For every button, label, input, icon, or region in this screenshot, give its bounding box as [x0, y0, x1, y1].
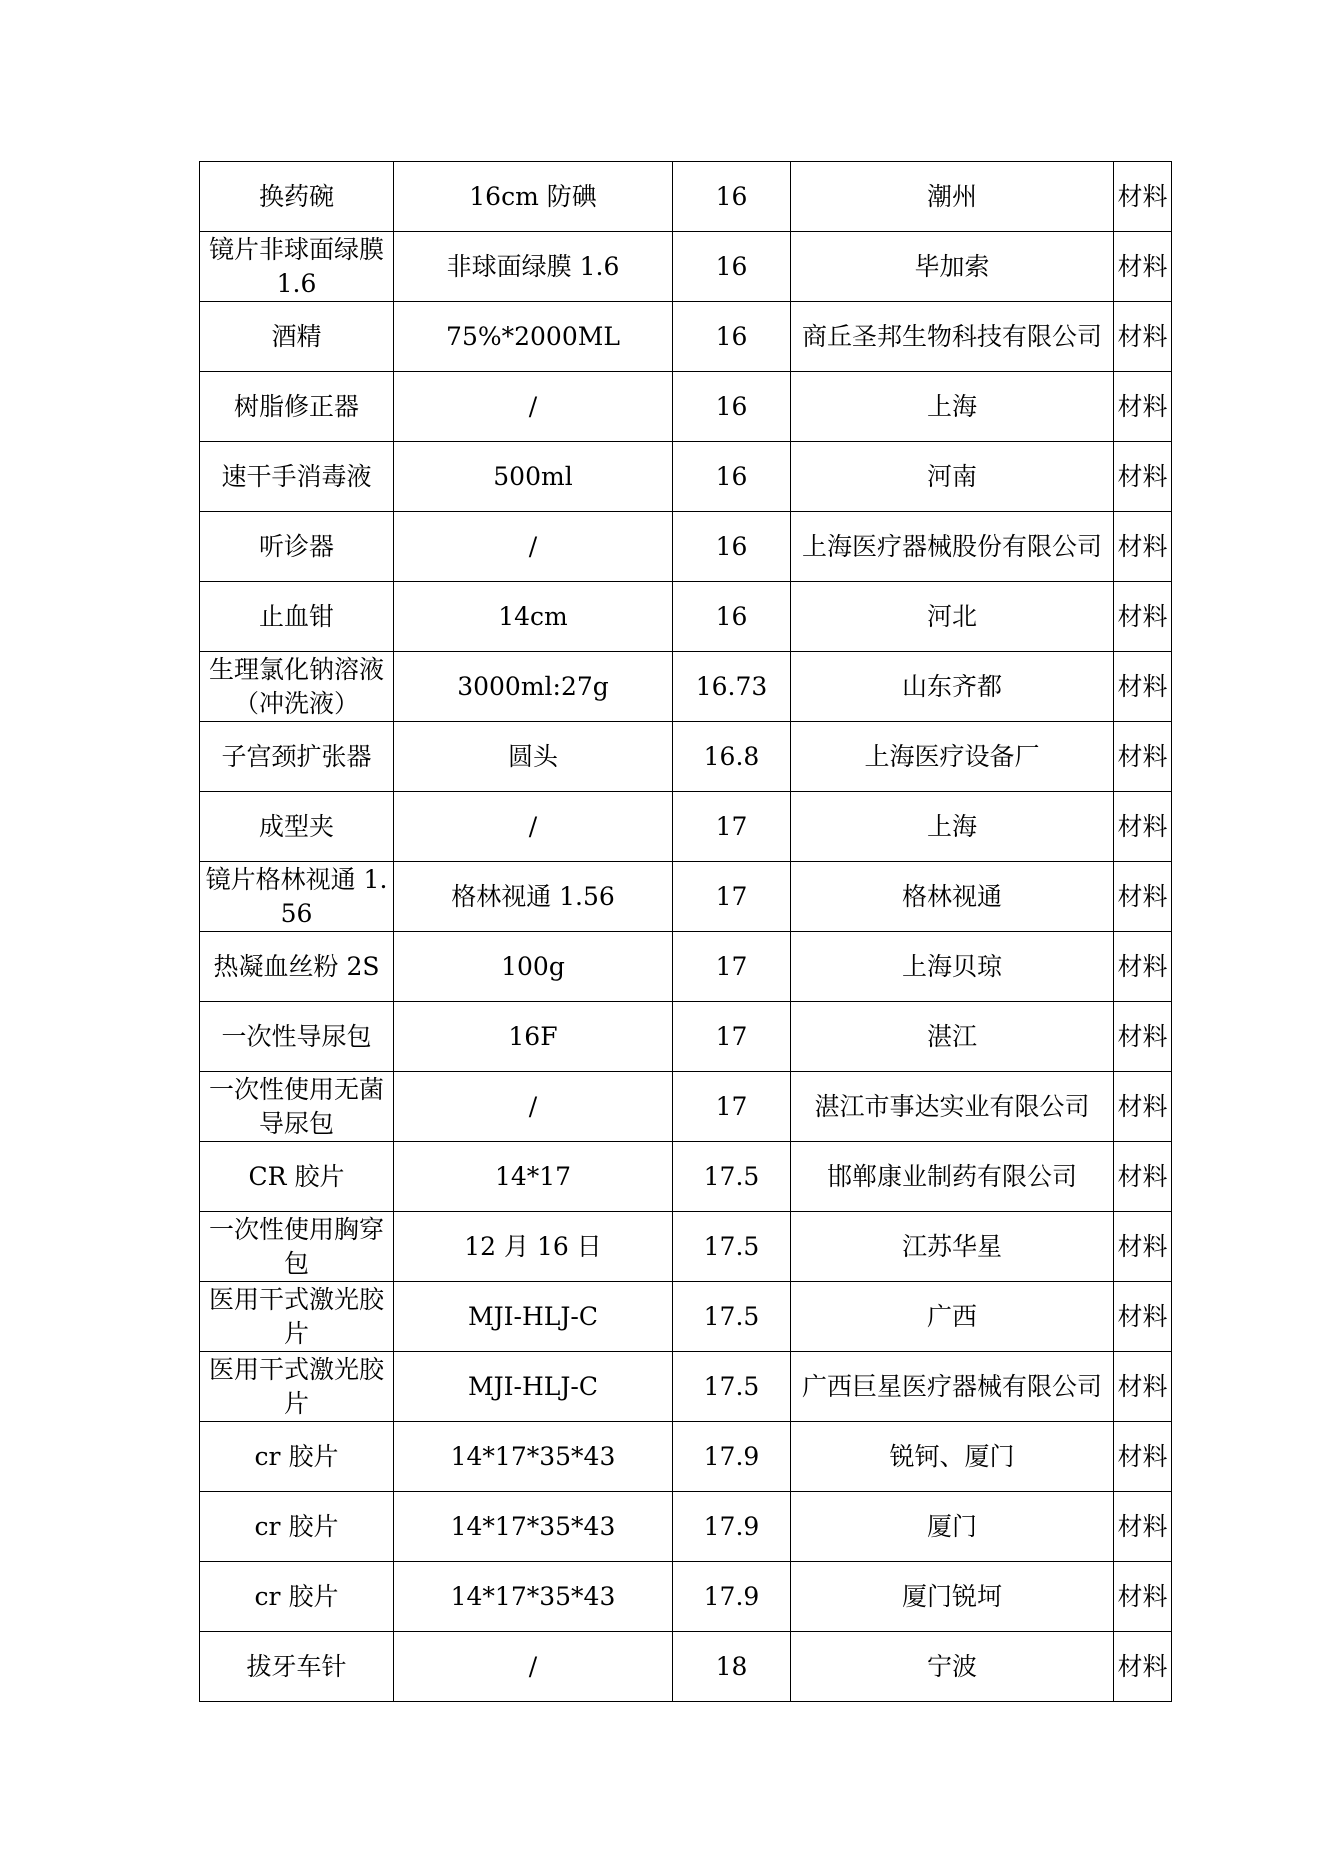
price-cell: 17	[673, 862, 791, 932]
item-name-cell: 一次性导尿包	[200, 1002, 394, 1072]
spec-cell: 500ml	[394, 442, 673, 512]
item-name-cell: 换药碗	[200, 162, 394, 232]
item-name-cell: 医用干式激光胶片	[200, 1352, 394, 1422]
price-cell: 17	[673, 1002, 791, 1072]
price-cell: 17	[673, 932, 791, 1002]
item-name-cell: 一次性使用胸穿包	[200, 1212, 394, 1282]
table-row	[200, 512, 1172, 582]
item-name-cell: 一次性使用无菌导尿包	[200, 1072, 394, 1142]
spec-cell: 14*17*35*43	[394, 1422, 673, 1492]
origin-cell: 湛江市事达实业有限公司	[791, 1072, 1114, 1142]
spec-cell: /	[394, 792, 673, 862]
origin-cell: 商丘圣邦生物科技有限公司	[791, 302, 1114, 372]
item-name-cell: cr 胶片	[200, 1562, 394, 1632]
category-cell: 材料	[1114, 372, 1172, 442]
item-name-cell: 热凝血丝粉 2S	[200, 932, 394, 1002]
origin-cell: 河北	[791, 582, 1114, 652]
item-name-cell: 酒精	[200, 302, 394, 372]
spec-cell: 14*17	[394, 1142, 673, 1212]
category-cell: 材料	[1114, 1002, 1172, 1072]
spec-cell: 14*17*35*43	[394, 1492, 673, 1562]
price-cell: 16.73	[673, 652, 791, 722]
origin-cell: 潮州	[791, 162, 1114, 232]
table-row	[200, 442, 1172, 512]
price-cell: 16	[673, 302, 791, 372]
origin-cell: 锐钶、厦门	[791, 1422, 1114, 1492]
origin-cell: 上海贝琼	[791, 932, 1114, 1002]
item-name-cell: 止血钳	[200, 582, 394, 652]
category-cell: 材料	[1114, 722, 1172, 792]
category-cell: 材料	[1114, 162, 1172, 232]
category-cell: 材料	[1114, 512, 1172, 582]
table-row	[200, 932, 1172, 1002]
price-cell: 16	[673, 372, 791, 442]
table-row	[200, 1422, 1172, 1492]
table-row	[200, 1072, 1172, 1142]
table-row	[200, 582, 1172, 652]
table-row	[200, 1352, 1172, 1422]
spec-cell: 14cm	[394, 582, 673, 652]
item-name-cell: 镜片非球面绿膜 1.6	[200, 232, 394, 302]
origin-cell: 湛江	[791, 1002, 1114, 1072]
table-row	[200, 1632, 1172, 1702]
spec-cell: 12 月 16 日	[394, 1212, 673, 1282]
item-name-cell: cr 胶片	[200, 1422, 394, 1492]
price-cell: 16.8	[673, 722, 791, 792]
category-cell: 材料	[1114, 1072, 1172, 1142]
price-cell: 17.9	[673, 1422, 791, 1492]
table-row	[200, 862, 1172, 932]
category-cell: 材料	[1114, 1142, 1172, 1212]
table-row	[200, 162, 1172, 232]
category-cell: 材料	[1114, 1282, 1172, 1352]
price-cell: 16	[673, 442, 791, 512]
price-cell: 17.5	[673, 1212, 791, 1282]
origin-cell: 上海医疗设备厂	[791, 722, 1114, 792]
category-cell: 材料	[1114, 1212, 1172, 1282]
spec-cell: 格林视通 1.56	[394, 862, 673, 932]
origin-cell: 上海	[791, 372, 1114, 442]
category-cell: 材料	[1114, 582, 1172, 652]
spec-cell: /	[394, 1072, 673, 1142]
item-name-cell: 医用干式激光胶片	[200, 1282, 394, 1352]
price-cell: 17.9	[673, 1492, 791, 1562]
category-cell: 材料	[1114, 932, 1172, 1002]
category-cell: 材料	[1114, 652, 1172, 722]
origin-cell: 厦门锐坷	[791, 1562, 1114, 1632]
item-name-cell: 速干手消毒液	[200, 442, 394, 512]
table-row	[200, 722, 1172, 792]
price-cell: 16	[673, 512, 791, 582]
price-cell: 17.9	[673, 1562, 791, 1632]
spec-cell: 16cm 防碘	[394, 162, 673, 232]
spec-cell: 100g	[394, 932, 673, 1002]
spec-cell: 75%*2000ML	[394, 302, 673, 372]
category-cell: 材料	[1114, 1352, 1172, 1422]
price-cell: 16	[673, 232, 791, 302]
item-name-cell: 子宫颈扩张器	[200, 722, 394, 792]
table-row	[200, 1142, 1172, 1212]
origin-cell: 广西巨星医疗器械有限公司	[791, 1352, 1114, 1422]
category-cell: 材料	[1114, 1632, 1172, 1702]
origin-cell: 山东齐都	[791, 652, 1114, 722]
item-name-cell: 生理氯化钠溶液（冲洗液）	[200, 652, 394, 722]
table-row	[200, 302, 1172, 372]
category-cell: 材料	[1114, 1492, 1172, 1562]
price-cell: 17	[673, 1072, 791, 1142]
origin-cell: 宁波	[791, 1632, 1114, 1702]
item-name-cell: 成型夹	[200, 792, 394, 862]
item-name-cell: 听诊器	[200, 512, 394, 582]
table-row	[200, 1492, 1172, 1562]
category-cell: 材料	[1114, 232, 1172, 302]
table-row	[200, 652, 1172, 722]
origin-cell: 上海	[791, 792, 1114, 862]
price-cell: 17.5	[673, 1142, 791, 1212]
price-cell: 18	[673, 1632, 791, 1702]
origin-cell: 格林视通	[791, 862, 1114, 932]
origin-cell: 厦门	[791, 1492, 1114, 1562]
spec-cell: MJI-HLJ-C	[394, 1282, 673, 1352]
category-cell: 材料	[1114, 302, 1172, 372]
table-row	[200, 232, 1172, 302]
price-cell: 17	[673, 792, 791, 862]
origin-cell: 广西	[791, 1282, 1114, 1352]
spec-cell: 14*17*35*43	[394, 1562, 673, 1632]
spec-cell: /	[394, 1632, 673, 1702]
origin-cell: 河南	[791, 442, 1114, 512]
item-name-cell: 镜片格林视通 1.56	[200, 862, 394, 932]
origin-cell: 毕加索	[791, 232, 1114, 302]
spec-cell: /	[394, 512, 673, 582]
price-cell: 17.5	[673, 1352, 791, 1422]
price-cell: 16	[673, 162, 791, 232]
table-row	[200, 1562, 1172, 1632]
item-name-cell: cr 胶片	[200, 1492, 394, 1562]
item-name-cell: 树脂修正器	[200, 372, 394, 442]
spec-cell: 3000ml:27g	[394, 652, 673, 722]
category-cell: 材料	[1114, 792, 1172, 862]
table-row	[200, 1002, 1172, 1072]
table-row	[200, 1282, 1172, 1352]
origin-cell: 江苏华星	[791, 1212, 1114, 1282]
origin-cell: 上海医疗器械股份有限公司	[791, 512, 1114, 582]
table-row	[200, 792, 1172, 862]
category-cell: 材料	[1114, 1422, 1172, 1492]
item-name-cell: 拔牙车针	[200, 1632, 394, 1702]
table-row	[200, 372, 1172, 442]
price-cell: 16	[673, 582, 791, 652]
item-name-cell: CR 胶片	[200, 1142, 394, 1212]
spec-cell: 圆头	[394, 722, 673, 792]
table-row	[200, 1212, 1172, 1282]
price-cell: 17.5	[673, 1282, 791, 1352]
spec-cell: 16F	[394, 1002, 673, 1072]
spec-cell: /	[394, 372, 673, 442]
origin-cell: 邯郸康业制药有限公司	[791, 1142, 1114, 1212]
price-table	[199, 161, 1172, 1702]
category-cell: 材料	[1114, 862, 1172, 932]
category-cell: 材料	[1114, 1562, 1172, 1632]
spec-cell: MJI-HLJ-C	[394, 1352, 673, 1422]
category-cell: 材料	[1114, 442, 1172, 512]
spec-cell: 非球面绿膜 1.6	[394, 232, 673, 302]
